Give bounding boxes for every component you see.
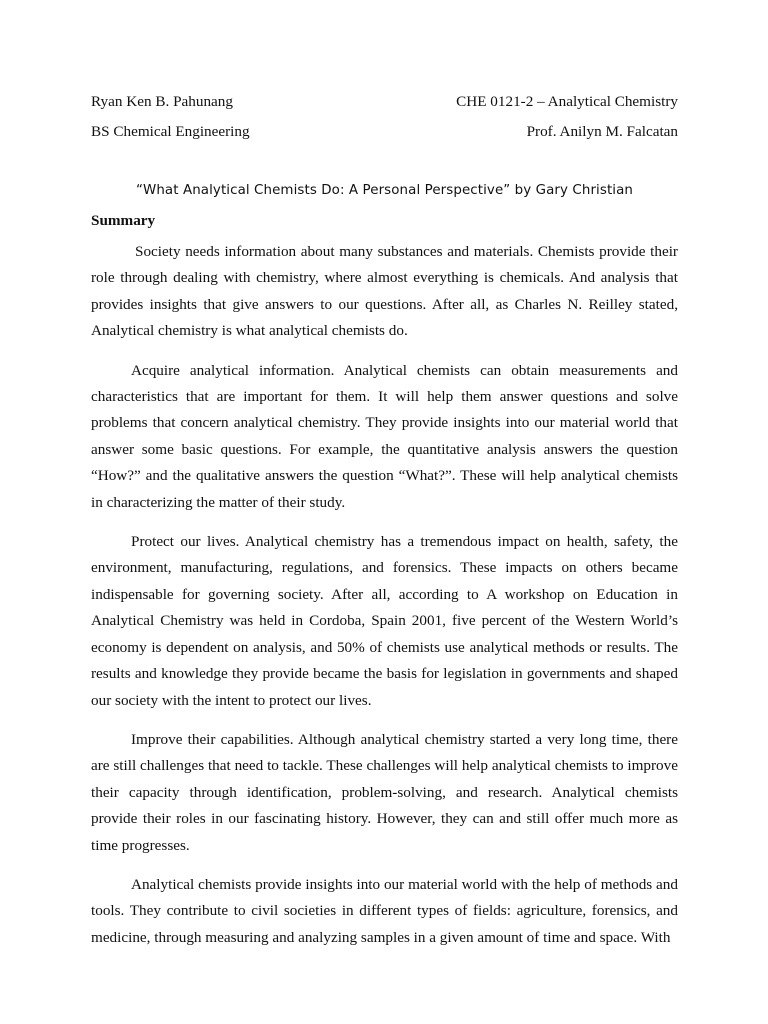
paragraph: Analytical chemists provide insights into our material world with the help of methods and tools. They contribute to civil societies in different types of fields: agriculture, forensics, and medicine, through measuring and analyzing samples in a given amount of time and space. With: [91, 875, 678, 946]
header-row-2: [91, 122, 678, 142]
paragraph: Protect our lives. Analytical chemistry has a tremendous impact on health, safety, the environment, manufacturing, regulations, and forensics. These impacts on others became indispensable for governing society. After all, according to A workshop on Education in Analytical Chemistry was held in Cordoba, Spain 2001, five percent of the Western World’s economy is dependent on analysis, and 50% of chemists use analytical methods or results. The results and knowledge they provide became the basis for legislation in governments and shaped our society with the intent to protect our lives.: [91, 533, 678, 709]
student-name: Ryan Ken B. Pahunang: [91, 93, 233, 110]
section-heading: Summary: [91, 212, 156, 229]
header-row-1: [91, 92, 678, 112]
document-title: “What Analytical Chemists Do: A Personal Perspective” by Gary Christian: [135, 183, 634, 198]
professor-name: Prof. Anilyn M. Falcatan: [526, 123, 678, 140]
program-name: BS Chemical Engineering: [91, 123, 250, 140]
course-title: CHE 0121-2 – Analytical Chemistry: [456, 93, 678, 110]
paragraph: Improve their capabilities. Although analytical chemistry started a very long time, there are still challenges that need to tackle. These challenges will help analytical chemists to improve their capacity through identification, problem-solving, and research. Analytical chemists provide their roles in our fascinating history. However, they can and still offer much more as time progresses.: [91, 730, 678, 854]
document-body: [91, 239, 678, 964]
paragraph: Acquire analytical information. Analytical chemists can obtain measurements and characteristics that are important for them. It will help them answer questions and solve problems that concern analytical chemistry. They provide insights into our material world that answer some basic questions. For example, the quantitative analysis answers the question “How?” and the qualitative answers the question “What?”. These will help analytical chemists in characterizing the matter of their study.: [91, 361, 678, 511]
paragraph: Society needs information about many substances and materials. Chemists provide their role through dealing with chemistry, where almost everything is chemicals. And analysis that provides insights that give answers to our questions. After all, as Charles N. Reilley stated, Analytical chemistry is what analytical chemists do.: [91, 243, 678, 340]
